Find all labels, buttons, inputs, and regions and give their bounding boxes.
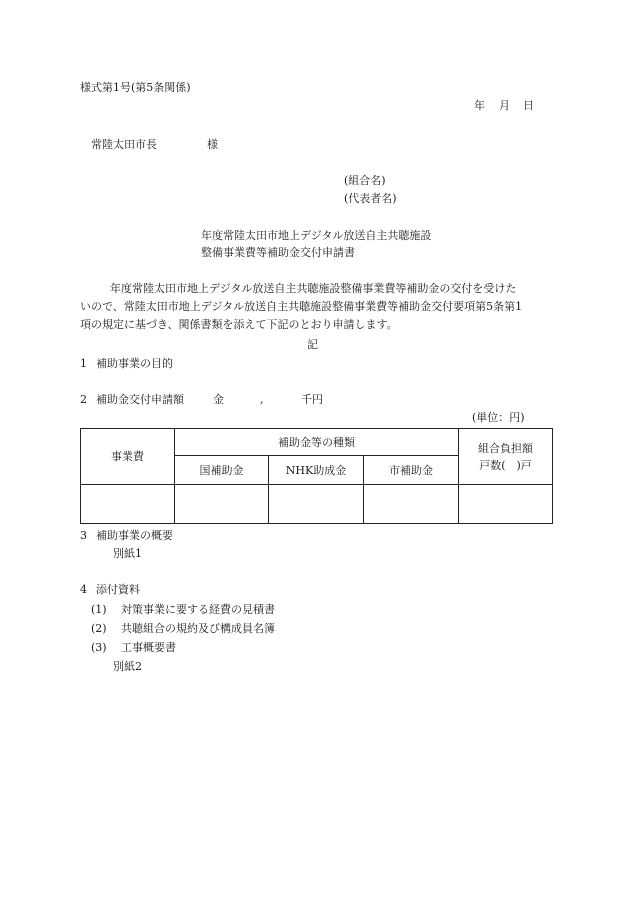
- header-cell-project-cost: 事業費: [81, 429, 175, 485]
- date-year-label: 年: [474, 99, 485, 112]
- body-line2: いので、常陸太田市地上デジタル放送自主共聴施設整備事業費等補助金交付要項第5条第1: [80, 300, 523, 313]
- header-cell-union-burden: [459, 429, 553, 485]
- input-cell-project-cost[interactable]: [81, 485, 175, 524]
- input-cell-union-burden[interactable]: [459, 485, 553, 524]
- header-cell-national-subsidy: 国補助金: [175, 456, 269, 485]
- addressee-honorific: 様: [207, 138, 218, 151]
- section4-number: 4: [80, 583, 87, 596]
- addressee-name: 常陸太田市長: [91, 138, 157, 151]
- ki-heading: 記: [307, 338, 318, 351]
- attachment-item-text: 工事概要書: [121, 641, 176, 654]
- attachment-item-number: (1): [91, 603, 107, 616]
- body-line3: 項の規定に基づき、関係書類を添えて下記のとおり申請します。: [80, 318, 398, 331]
- header-cell-nhk-grant: NHK助成金: [269, 456, 364, 485]
- attachment-item-number: (2): [91, 622, 107, 635]
- attachment-item-text: 対策事業に要する経費の見積書: [121, 603, 275, 616]
- input-cell-national-subsidy[interactable]: [175, 485, 269, 524]
- section2-number: 2: [80, 393, 87, 406]
- amount-unit: 千円: [301, 393, 323, 406]
- header-cell-city-subsidy: 市補助金: [364, 456, 459, 485]
- attachment-item-text: 共聴組合の規約及び構成員名簿: [121, 622, 275, 635]
- applicant-representative: (代表者名): [344, 192, 397, 205]
- household-count-label: 戸数( )戸: [479, 458, 532, 472]
- input-cell-nhk-grant[interactable]: [269, 485, 364, 524]
- section4-label: 添付資料: [96, 583, 140, 596]
- header-cell-subsidy-types: 補助金等の種類: [175, 429, 459, 456]
- applicant-union-name: (組合名): [344, 174, 386, 187]
- date-month-label: 月: [499, 99, 510, 112]
- document-title-line2: 整備事業費等補助金交付申請書: [201, 246, 355, 259]
- unit-note: (単位：円): [472, 411, 525, 424]
- form-number: 様式第1号(第5条関係): [80, 81, 191, 94]
- section3-number: 3: [80, 529, 87, 542]
- amount-comma: ,: [260, 393, 264, 406]
- section3-attachment: 別紙1: [113, 547, 142, 560]
- section1-number: 1: [80, 357, 87, 370]
- section4-attachment: 別紙2: [113, 660, 142, 673]
- section3-label: 補助事業の概要: [96, 529, 173, 542]
- section2-label: 補助金交付申請額: [96, 393, 184, 406]
- union-burden-label: 組合負担額: [478, 441, 533, 455]
- amount-kin-label: 金: [213, 393, 224, 406]
- section1-label: 補助事業の目的: [96, 357, 173, 370]
- document-title-line1: 年度常陸太田市地上デジタル放送自主共聴施設: [201, 229, 432, 242]
- date-day-label: 日: [523, 99, 534, 112]
- subsidy-table: [80, 428, 553, 524]
- body-line1: 年度常陸太田市地上デジタル放送自主共聴施設整備事業費等補助金の交付を受けた: [110, 282, 517, 295]
- attachment-item-number: (3): [91, 641, 107, 654]
- input-cell-city-subsidy[interactable]: [364, 485, 459, 524]
